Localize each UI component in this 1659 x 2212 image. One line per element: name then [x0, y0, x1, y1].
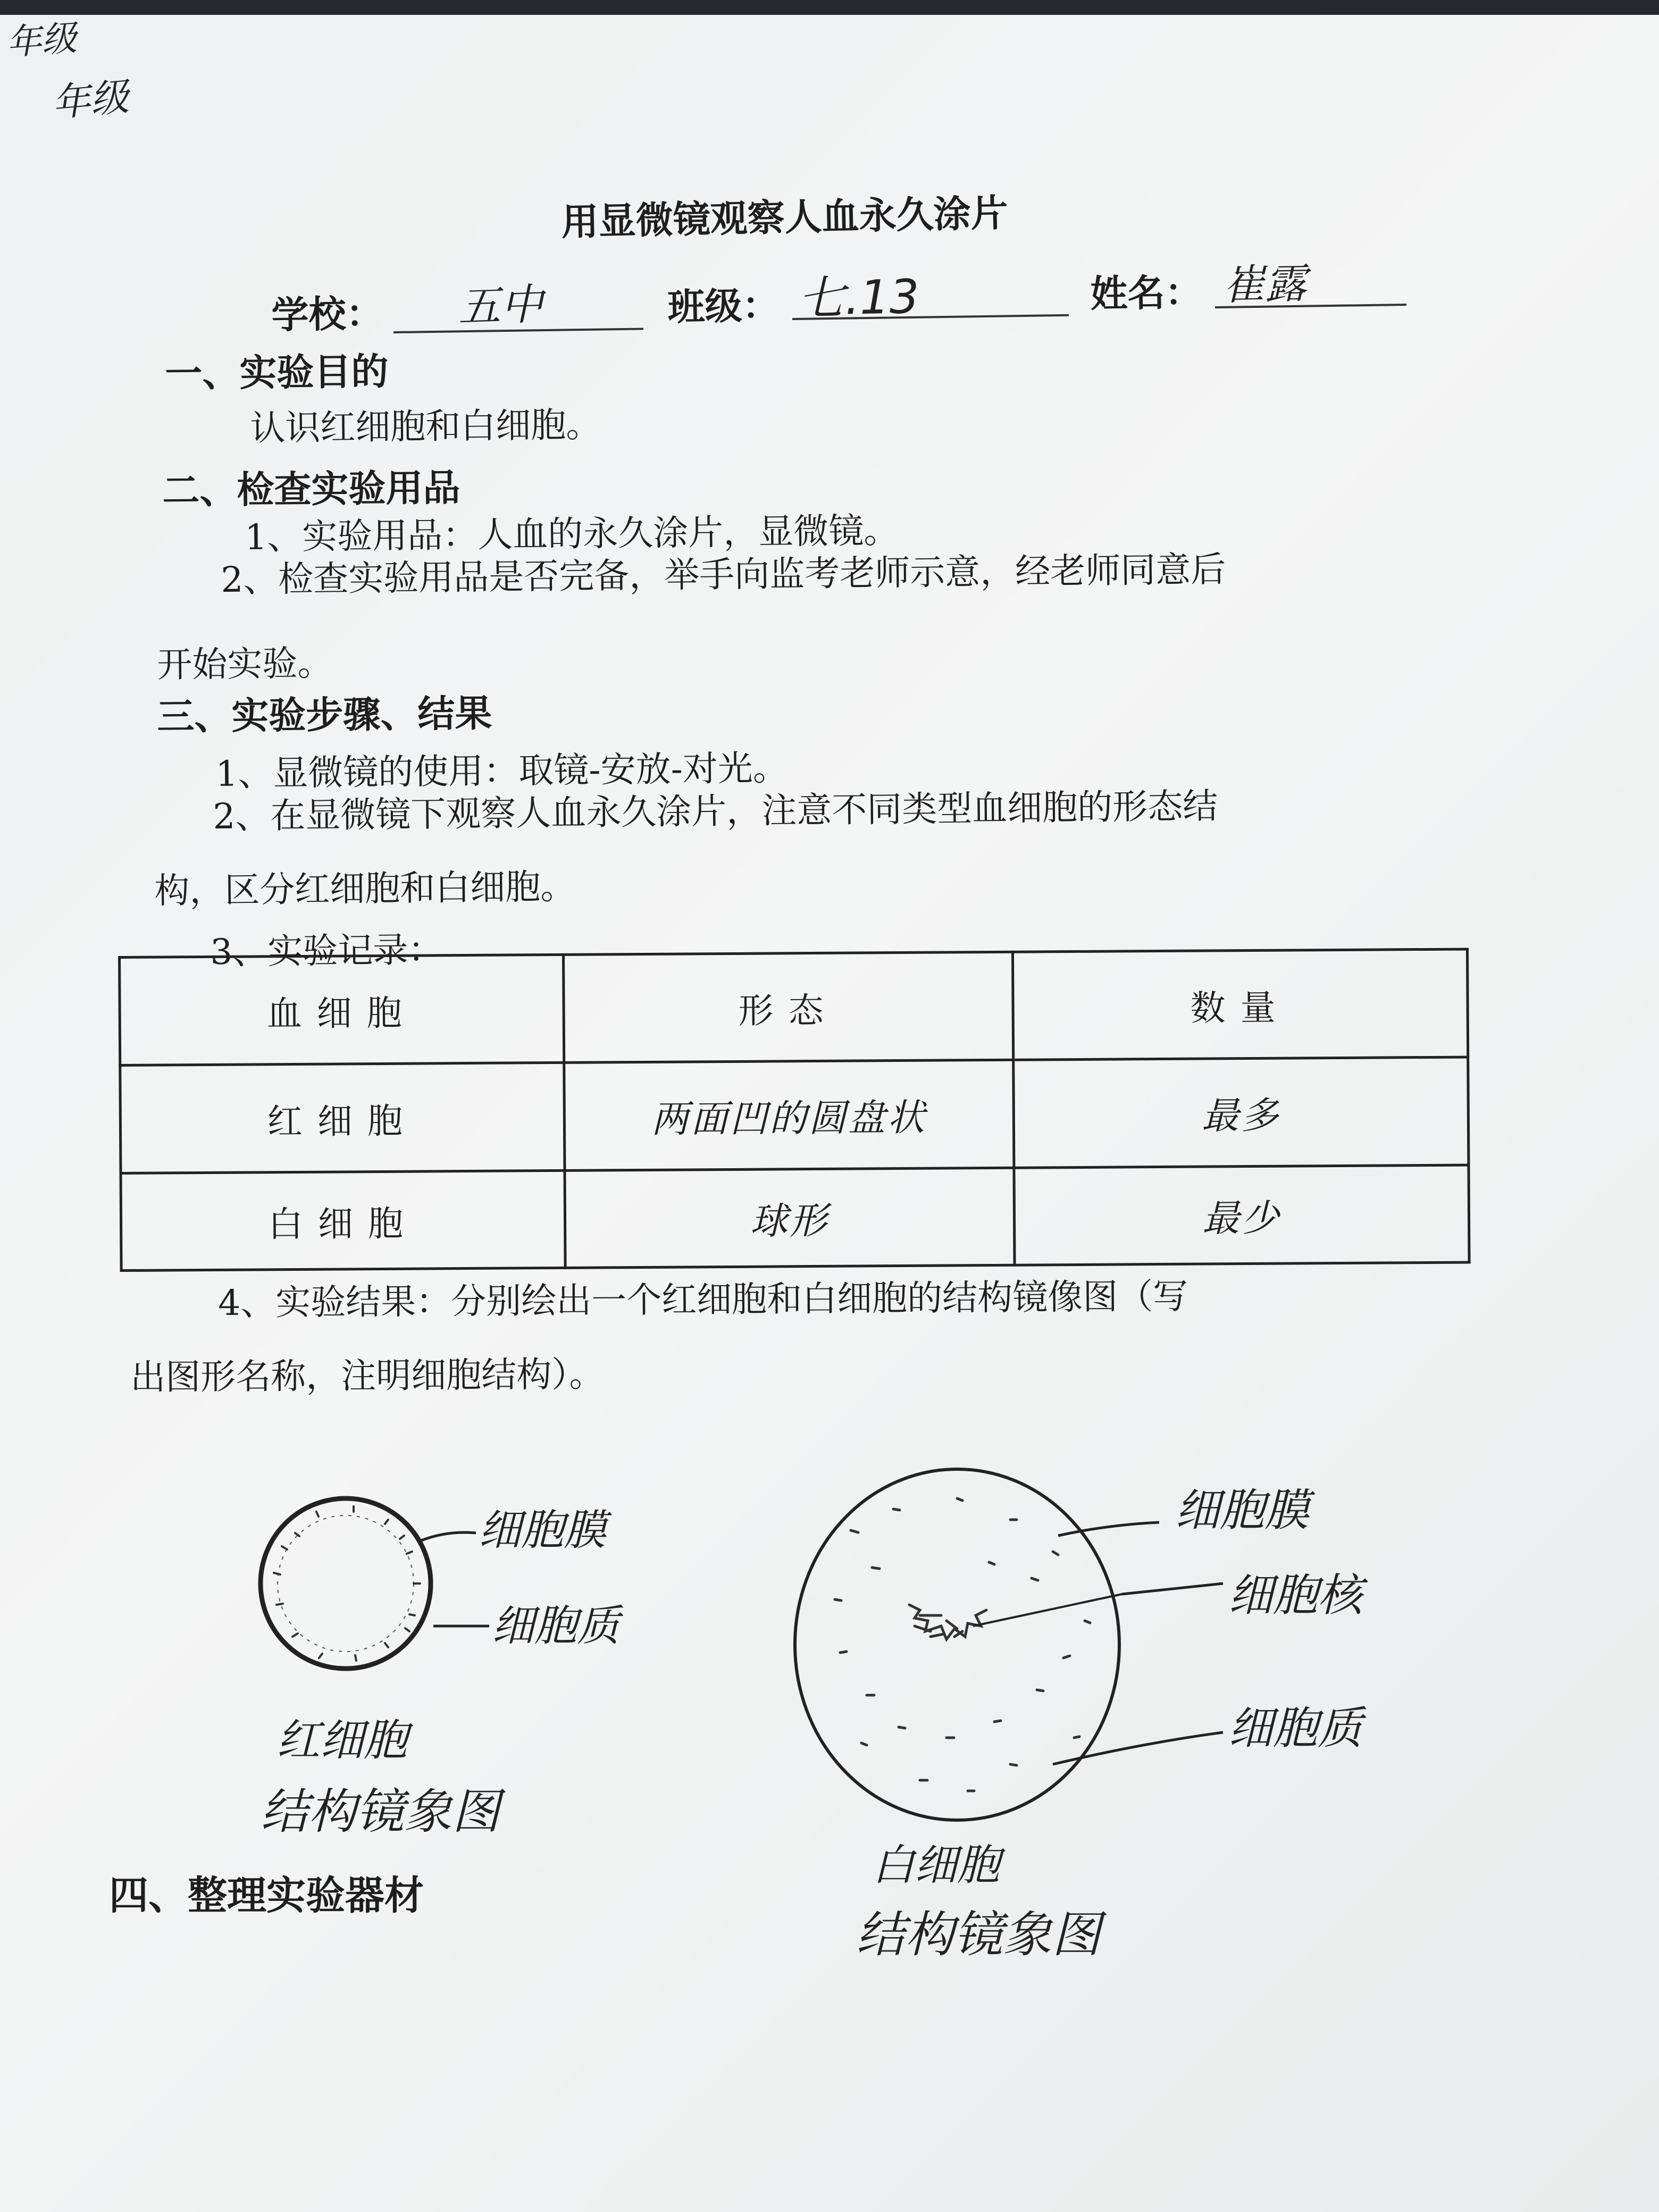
name-label: 姓名： [1090, 270, 1203, 316]
section1-text: 认识红细胞和白细胞。 [249, 404, 601, 449]
page-title: 用显微镜观察人血永久涂片 [560, 190, 1009, 244]
white-cell-nucleus-label: 细胞核 [1228, 1569, 1363, 1621]
section3-step3: 3、实验记录： [210, 929, 443, 973]
red-cell-cytoplasm-label: 细胞质 [492, 1601, 619, 1650]
table-cell: 最多 [1013, 1057, 1469, 1168]
section3-step4-line1: 4、实验结果：分别绘出一个红细胞和白细胞的结构镜像图（写 [217, 1276, 1188, 1323]
margin-note-1: 年级 [5, 17, 78, 63]
section3-step2-line1: 2、在显微镜下观察人血永久涂片，注意不同类型血细胞的形态结 [212, 785, 1218, 837]
class-label: 班级： [667, 283, 780, 329]
section4-heading: 四、整理实验器材 [109, 1873, 424, 1918]
class-value: 七.13 [797, 269, 920, 326]
school-value: 五中 [457, 279, 544, 332]
red-cell-caption-line1: 红细胞 [276, 1715, 407, 1766]
table-cell: 最少 [1014, 1165, 1469, 1265]
name-value: 崔露 [1222, 260, 1307, 309]
white-cell-membrane-label: 细胞膜 [1175, 1484, 1310, 1536]
table-cell: 球形 [565, 1168, 1015, 1268]
red-cell-caption-line2: 结构镜象图 [261, 1784, 500, 1840]
section3-step4-line2: 出图形名称，注明细胞结构）。 [130, 1353, 605, 1398]
section2-heading: 二、检查实验用品 [162, 465, 460, 513]
section3-heading: 三、实验步骤、结果 [156, 691, 492, 739]
white-cell-cytoplasm-label: 细胞质 [1228, 1702, 1363, 1754]
white-cell-caption-line2: 结构镜象图 [856, 1906, 1101, 1963]
section3-step1: 1、显微镜的使用：取镜-安放-对光。 [215, 747, 789, 794]
table-cell: 两面凹的圆盘状 [564, 1060, 1014, 1170]
white-cell-caption-line1: 白细胞 [872, 1840, 1000, 1890]
section1-heading: 一、实验目的 [164, 349, 389, 396]
table-header-cell: 形态 [563, 952, 1013, 1062]
red-cell-membrane-label: 细胞膜 [479, 1505, 606, 1555]
table-cell: 红细胞 [120, 1062, 565, 1173]
worksheet-page [0, 15, 1659, 2212]
table-header-cell: 数量 [1012, 949, 1468, 1060]
section3-step2-line2: 构，区分红细胞和白细胞。 [154, 866, 576, 911]
section2-item1: 1、实验用品：人血的永久涂片，显微镜。 [244, 510, 899, 558]
table-header-cell: 血细胞 [120, 954, 564, 1065]
margin-note-2: 年级 [50, 74, 131, 125]
section2-item2-line1: 2、检查实验用品是否完备，举手向监考老师示意，经老师同意后 [220, 549, 1226, 600]
section2-item2-line2: 开始实验。 [156, 642, 333, 685]
school-label: 学校： [271, 291, 384, 337]
table-cell: 白细胞 [121, 1170, 565, 1270]
